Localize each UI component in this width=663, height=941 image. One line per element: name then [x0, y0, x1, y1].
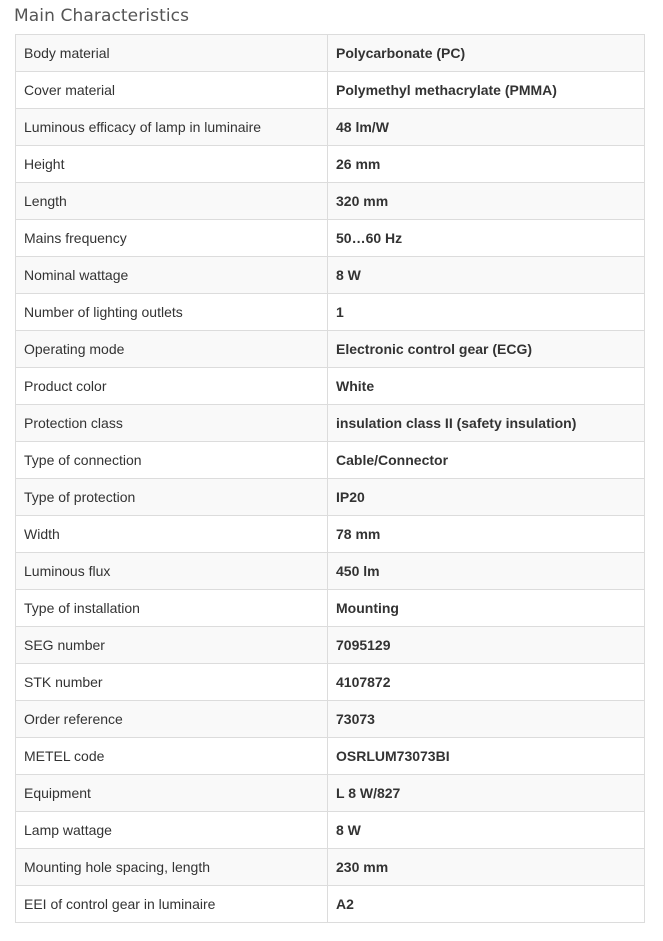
row-value: 320 mm	[328, 183, 645, 220]
table-row	[16, 146, 645, 183]
row-value: 1	[328, 294, 645, 331]
row-label: Width	[16, 516, 328, 553]
row-label: Mains frequency	[16, 220, 328, 257]
row-value: 230 mm	[328, 849, 645, 886]
row-label: Cover material	[16, 72, 328, 109]
row-value: 4107872	[328, 664, 645, 701]
row-label: Type of connection	[16, 442, 328, 479]
table-row	[16, 664, 645, 701]
table-row	[16, 442, 645, 479]
row-label: Type of protection	[16, 479, 328, 516]
table-row	[16, 738, 645, 775]
row-value: insulation class II (safety insulation)	[328, 405, 645, 442]
table-row	[16, 516, 645, 553]
characteristics-table-body	[16, 35, 645, 923]
row-value: OSRLUM73073BI	[328, 738, 645, 775]
table-row	[16, 590, 645, 627]
row-label: Protection class	[16, 405, 328, 442]
row-value: Electronic control gear (ECG)	[328, 331, 645, 368]
table-row	[16, 257, 645, 294]
row-label: Body material	[16, 35, 328, 72]
row-label: Product color	[16, 368, 328, 405]
table-row	[16, 368, 645, 405]
table-row	[16, 553, 645, 590]
row-label: Luminous efficacy of lamp in luminaire	[16, 109, 328, 146]
row-label: Luminous flux	[16, 553, 328, 590]
table-row	[16, 627, 645, 664]
row-value: 50…60 Hz	[328, 220, 645, 257]
row-label: Operating mode	[16, 331, 328, 368]
table-row	[16, 331, 645, 368]
row-label: Number of lighting outlets	[16, 294, 328, 331]
row-label: Nominal wattage	[16, 257, 328, 294]
row-value: L 8 W/827	[328, 775, 645, 812]
row-label: METEL code	[16, 738, 328, 775]
row-label: Mounting hole spacing, length	[16, 849, 328, 886]
table-row	[16, 886, 645, 923]
row-value: Polycarbonate (PC)	[328, 35, 645, 72]
table-row	[16, 775, 645, 812]
row-value: 26 mm	[328, 146, 645, 183]
row-label: Equipment	[16, 775, 328, 812]
row-label: STK number	[16, 664, 328, 701]
row-label: Height	[16, 146, 328, 183]
table-row	[16, 405, 645, 442]
table-row	[16, 294, 645, 331]
row-label: Length	[16, 183, 328, 220]
row-label: Lamp wattage	[16, 812, 328, 849]
table-row	[16, 849, 645, 886]
row-value: 73073	[328, 701, 645, 738]
row-label: SEG number	[16, 627, 328, 664]
characteristics-table	[15, 34, 645, 923]
row-label: EEI of control gear in luminaire	[16, 886, 328, 923]
row-value: 78 mm	[328, 516, 645, 553]
row-value: A2	[328, 886, 645, 923]
row-value: Mounting	[328, 590, 645, 627]
row-value: IP20	[328, 479, 645, 516]
row-value: 8 W	[328, 812, 645, 849]
table-row	[16, 72, 645, 109]
row-value: 48 lm/W	[328, 109, 645, 146]
table-row	[16, 220, 645, 257]
row-value: 7095129	[328, 627, 645, 664]
table-row	[16, 35, 645, 72]
table-row	[16, 109, 645, 146]
row-value: 450 lm	[328, 553, 645, 590]
row-value: Polymethyl methacrylate (PMMA)	[328, 72, 645, 109]
row-label: Order reference	[16, 701, 328, 738]
row-value: Cable/Connector	[328, 442, 645, 479]
table-row	[16, 812, 645, 849]
table-row	[16, 479, 645, 516]
table-row	[16, 701, 645, 738]
row-value: 8 W	[328, 257, 645, 294]
row-value: White	[328, 368, 645, 405]
row-label: Type of installation	[16, 590, 328, 627]
table-row	[16, 183, 645, 220]
section-title: Main Characteristics	[14, 6, 190, 26]
